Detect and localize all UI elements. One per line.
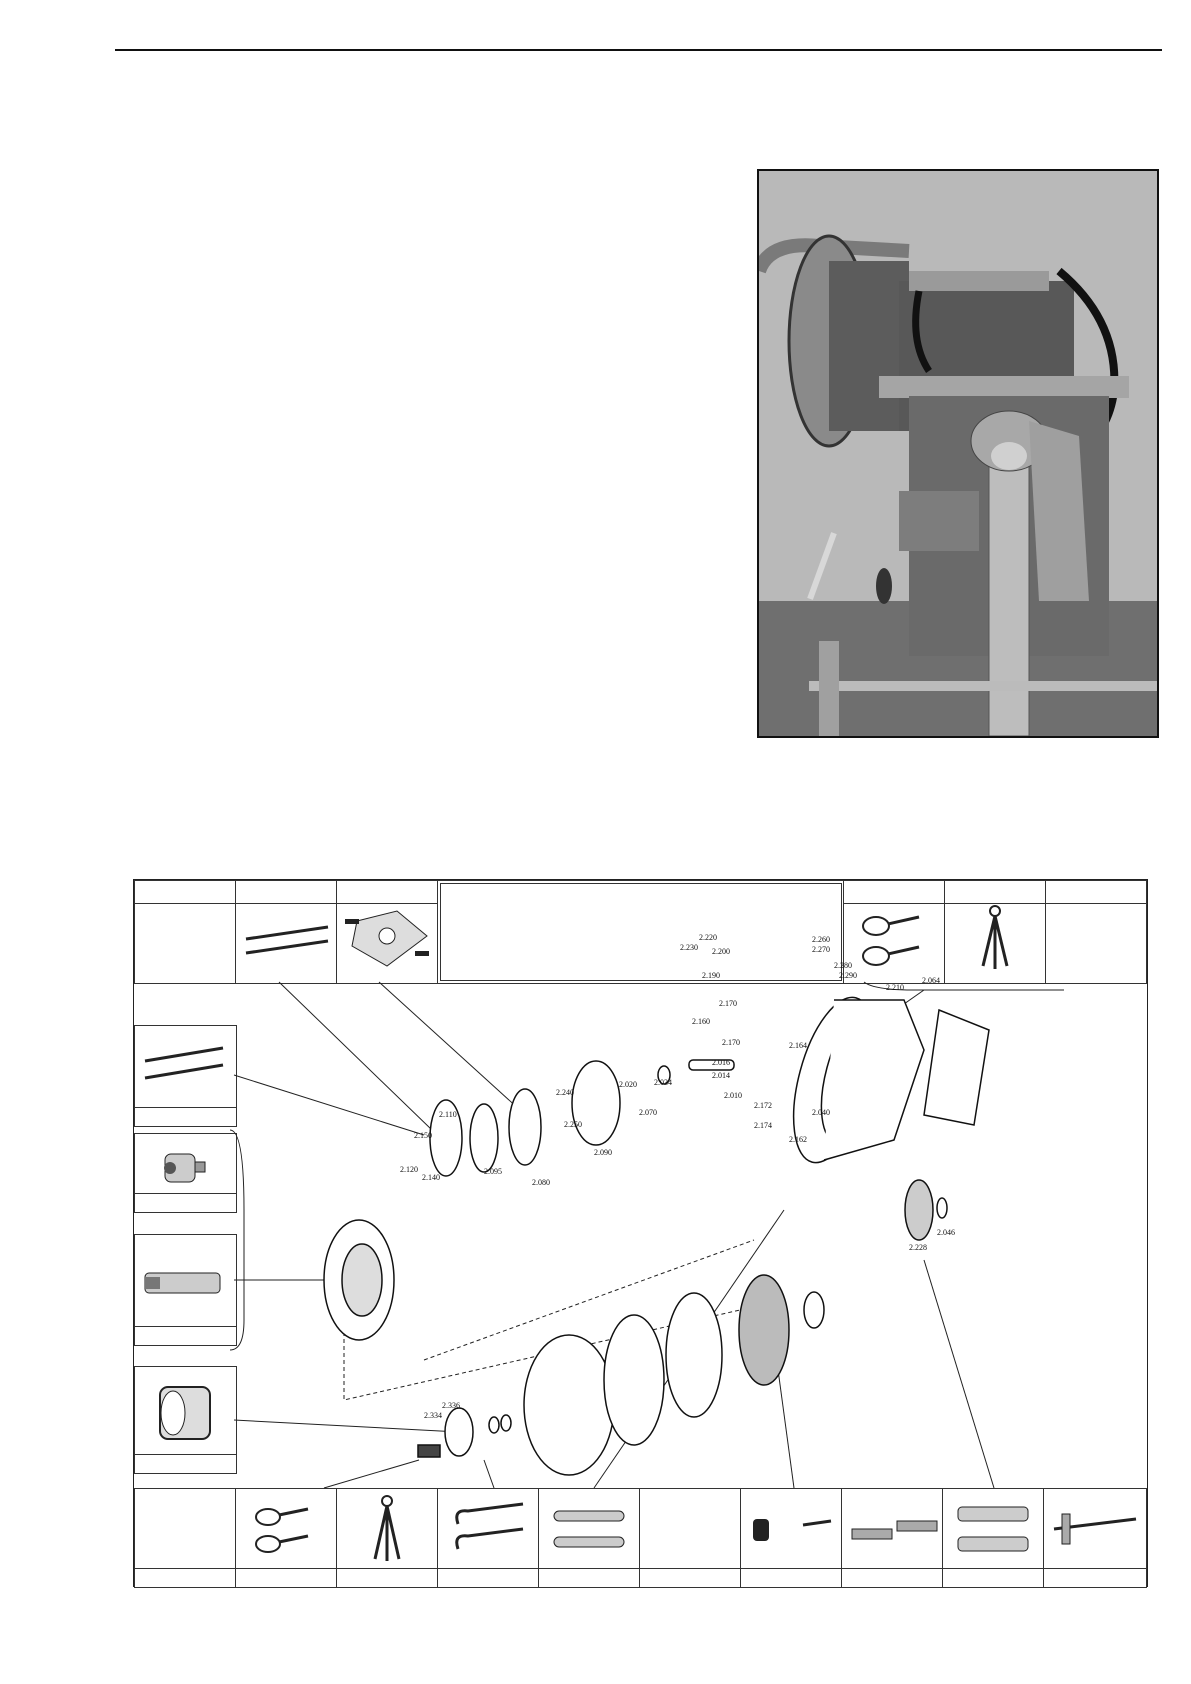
- callout-label: 2.095: [484, 1167, 502, 1176]
- callout-label: 2.040: [812, 1108, 830, 1117]
- callout-label: 2.080: [532, 1178, 550, 1187]
- callout-label: 2.164: [789, 1041, 807, 1050]
- callout-label: 2.020: [619, 1080, 637, 1089]
- callout-label: 2.228: [909, 1243, 927, 1252]
- callout-label: 2.174: [754, 1121, 772, 1130]
- callout-label: 2.064: [922, 976, 940, 985]
- callout-label: 2.290: [839, 971, 857, 980]
- callout-label: 2.190: [702, 971, 720, 980]
- callout-label: 2.160: [692, 1017, 710, 1026]
- callout-label: 2.140: [422, 1173, 440, 1182]
- callout-label: 2.210: [886, 983, 904, 992]
- exploded-view-diagram: [133, 879, 1148, 1587]
- callout-label: 2.046: [937, 1228, 955, 1237]
- callout-label: 2.034: [654, 1078, 672, 1087]
- callout-label: 2.016: [712, 1058, 730, 1067]
- callout-label: 2.336: [442, 1401, 460, 1410]
- callout-label: 2.240: [556, 1088, 574, 1097]
- callout-label: 2.230: [680, 943, 698, 952]
- callout-label: 2.150: [414, 1131, 432, 1140]
- callout-label: 2.172: [754, 1101, 772, 1110]
- callout-label: 2.170: [719, 999, 737, 1008]
- callout-label: 2.120: [400, 1165, 418, 1174]
- transmission-photo: [757, 169, 1159, 738]
- callout-label: 2.220: [699, 933, 717, 942]
- callout-label: 2.260: [812, 935, 830, 944]
- callout-label: 2.162: [789, 1135, 807, 1144]
- callout-label: 2.170: [722, 1038, 740, 1047]
- callout-label: 2.090: [594, 1148, 612, 1157]
- header-rule: [115, 49, 1162, 51]
- callout-label: 2.010: [724, 1091, 742, 1100]
- callout-label: 2.014: [712, 1071, 730, 1080]
- callout-label: 2.200: [712, 947, 730, 956]
- callout-label: 2.334: [424, 1411, 442, 1420]
- exploded-parts-drawing: [134, 880, 1147, 1586]
- callout-label: 2.110: [439, 1110, 457, 1119]
- callout-label: 2.270: [812, 945, 830, 954]
- callout-label: 2.250: [564, 1120, 582, 1129]
- callout-label: 2.070: [639, 1108, 657, 1117]
- callout-label: 2.280: [834, 961, 852, 970]
